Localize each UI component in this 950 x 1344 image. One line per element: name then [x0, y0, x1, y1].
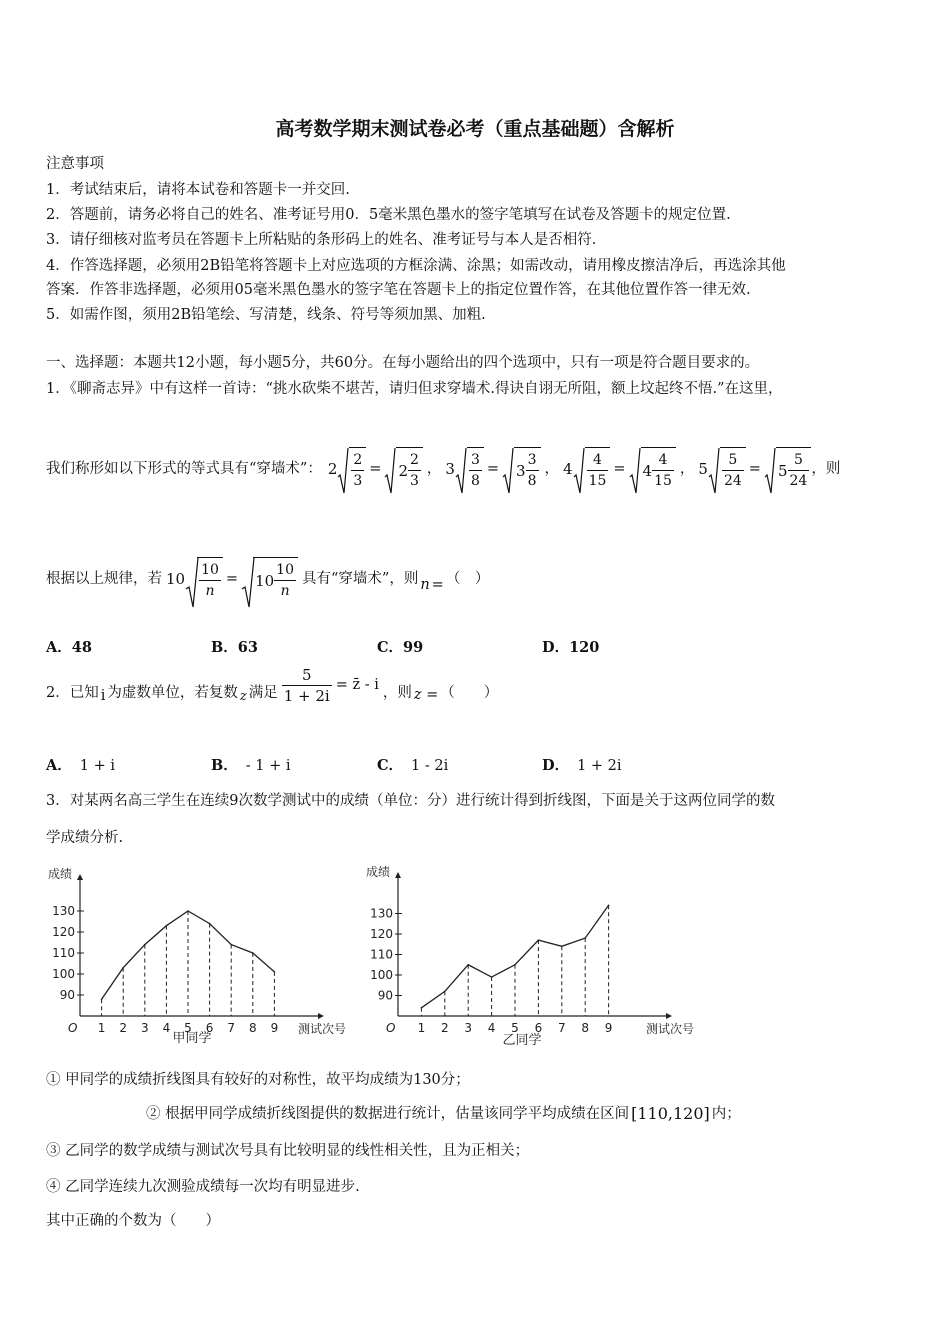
radical	[337, 447, 366, 491]
x-axis-arrow	[666, 1013, 672, 1019]
coef: 2	[327, 460, 338, 478]
q3-statement-4: ④ 乙同学连续九次测验成绩每一次均有明显进步.	[46, 1179, 360, 1195]
q1-option-a[interactable]	[46, 636, 92, 657]
q2-option-d[interactable]	[542, 754, 622, 775]
numerator: 5	[722, 450, 744, 471]
var-z: z	[239, 689, 247, 704]
var-n: n	[420, 577, 430, 593]
q2-option-c[interactable]	[377, 754, 448, 775]
q2-stem	[46, 665, 499, 718]
coef: 4	[563, 460, 573, 478]
notice-item: 5．如需作图，须用2B铅笔绘、写清楚，线条、符号等须加黑、加粗.	[46, 307, 486, 323]
y-tick-label: 90	[377, 988, 393, 1003]
section-heading: 一、选择题：本题共12小题，每小题5分，共60分。在每小题给出的四个选项中，只有一项是符合题目要求的。	[46, 355, 760, 371]
q1-option-d[interactable]	[542, 636, 599, 657]
q1-line3-prefix: 根据以上规律，若	[46, 571, 162, 587]
q2-mid1: 为虚数单位，若复数	[107, 685, 238, 701]
denominator: 8	[527, 473, 537, 489]
chart-jia	[44, 862, 347, 1052]
q2-mid2: 满足	[248, 685, 278, 701]
statement-2-text: ② 根据甲同学成绩折线图提供的数据进行统计，估量该同学平均成绩在区间	[146, 1106, 630, 1122]
q2-equation	[282, 665, 379, 706]
option-value: - 1 + i	[245, 758, 291, 774]
x-axis-label: 测试次号	[646, 1022, 695, 1036]
denominator: 24	[723, 473, 742, 489]
data-point	[230, 944, 232, 946]
denominator: 15	[588, 473, 607, 489]
option-value: 1 + 2i	[577, 758, 622, 774]
q1-equation-2: 3 $\frac{3}{8}$ = 3 $\frac{3}{8}$	[445, 447, 540, 491]
q2-mid3: ，则	[382, 685, 412, 701]
data-point	[491, 976, 493, 978]
numerator: 4	[652, 450, 674, 471]
q1-stem-line1: 1．《聊斋志异》中有这样一首诗：“挑水砍柴不堪苦，请归但求穿墙术.得诀自诩无所阻，额上坟起终不悟.”在这里，	[46, 381, 783, 397]
x-tick-label: 9	[270, 1021, 279, 1035]
q3-stem-line2: 学成绩分析.	[46, 830, 124, 846]
x-tick-label: 7	[557, 1021, 566, 1035]
x-tick-label: 6	[534, 1021, 543, 1035]
x-tick-label: 6	[205, 1021, 214, 1035]
data-point	[252, 952, 254, 954]
y-axis-arrow	[395, 872, 401, 878]
x-tick-label: 2	[440, 1021, 449, 1035]
data-point	[514, 964, 516, 966]
q1-equation-3: 4 $\frac{4}{15}$ = 4 $\frac{4}{15}$	[563, 447, 676, 491]
equals: =	[431, 577, 444, 593]
origin-label: O	[68, 1021, 78, 1035]
q3-ask: 其中正确的个数为（ ）	[46, 1213, 220, 1229]
y-tick-label: 110	[52, 946, 75, 960]
statement-2-suffix: 内；	[711, 1106, 741, 1122]
x-tick-label: 8	[248, 1021, 257, 1035]
data-point	[144, 944, 146, 946]
y-tick-label: 90	[59, 988, 75, 1002]
x-tick-label: 8	[581, 1021, 590, 1035]
q2-prefix: 2．已知	[46, 685, 99, 701]
q1-option-c[interactable]	[377, 636, 423, 657]
data-point	[274, 971, 276, 973]
data-point	[538, 939, 540, 941]
coef: 10	[255, 571, 275, 590]
y-tick-label: 100	[370, 968, 393, 982]
numerator: 3	[526, 450, 539, 471]
equation-rhs: = z̄ - i	[335, 677, 379, 693]
q1-stem-line3	[46, 550, 489, 608]
x-tick-label: 2	[119, 1021, 128, 1035]
option-value: 120	[569, 639, 600, 656]
chart-title: 乙同学	[502, 1033, 542, 1048]
page-title: 高考数学期末测试卷必考（重点基础题）含解析	[275, 118, 675, 140]
q2-option-a[interactable]	[46, 754, 115, 775]
notice-item: 2．答题前，请务必将自己的姓名、准考证号用0．5毫米黑色墨水的签字笔填写在试卷及答题卡的规定位置.	[46, 207, 731, 223]
data-point	[421, 1007, 423, 1009]
notice-item: 1．考试结束后，请将本试卷和答题卡一并交回.	[46, 182, 350, 198]
data-point	[209, 923, 211, 925]
y-tick-label: 130	[370, 906, 393, 921]
notice-heading: 注意事项	[46, 156, 104, 172]
x-tick-label: 5	[511, 1021, 519, 1035]
y-axis-arrow	[77, 874, 83, 880]
y-axis-label: 成绩	[48, 867, 73, 881]
denominator: 3	[353, 473, 363, 489]
denominator: 1 + 2i	[283, 686, 330, 705]
comma: ，	[544, 461, 560, 477]
numerator: 4	[587, 450, 609, 471]
x-tick-label: 4	[487, 1021, 496, 1035]
denominator: 15	[654, 473, 672, 489]
comma: ，	[679, 461, 695, 477]
y-tick-label: 110	[370, 947, 393, 962]
q1-equations	[328, 447, 812, 491]
var-z-equals: z =	[413, 687, 439, 703]
q1-equation-1: 2 $\frac{2}{3}$ = 2 $\frac{2}{3}$	[328, 447, 423, 491]
x-axis-label: 测试次号	[298, 1022, 347, 1036]
numerator: 10	[274, 560, 296, 581]
q1-option-b[interactable]	[211, 636, 258, 657]
x-tick-label: 5	[184, 1021, 192, 1035]
origin-label: O	[386, 1021, 396, 1035]
coef: 5	[698, 460, 708, 478]
numerator: 10	[199, 560, 221, 581]
radical	[629, 447, 676, 491]
data-point	[444, 991, 446, 993]
notice-item: 3．请仔细核对监考员在答题卡上所粘贴的条形码上的姓名、准考证号与本人是否相符.	[46, 232, 597, 248]
option-label: D．	[542, 757, 570, 774]
interval: [110,120]	[631, 1104, 710, 1123]
q1-line3-suffix: （ ）	[445, 571, 490, 587]
q2-suffix: （ ）	[440, 685, 499, 701]
coef: 5	[777, 461, 788, 480]
q3-statement-3: ③ 乙同学的数学成绩与测试次号具有比较明显的线性相关性，且为正相关；	[46, 1143, 530, 1159]
option-value: 1 + i	[79, 758, 115, 774]
option-label: C．	[377, 639, 404, 656]
denominator: n	[205, 583, 215, 599]
denominator: 24	[789, 473, 808, 489]
radical	[384, 447, 422, 491]
x-tick-label: 3	[464, 1021, 473, 1035]
option-label: A．	[46, 757, 72, 774]
y-tick-label: 120	[370, 927, 393, 941]
radical	[764, 447, 811, 491]
coef: 3	[516, 461, 526, 480]
numerator: 5	[282, 665, 332, 686]
denominator: 8	[470, 473, 480, 489]
x-tick-label: 4	[162, 1021, 171, 1035]
q1-equation-4: 5 $\frac{5}{24}$ = 5 $\frac{5}{24}$	[698, 447, 811, 491]
q2-option-b[interactable]	[211, 754, 291, 775]
q3-statement-1: ① 甲同学的成绩折线图具有较好的对称性，故平均成绩为130分；	[46, 1072, 470, 1088]
notice-item: 4．作答选择题，必须用2B铅笔将答题卡上对应选项的方框涂满、涂黑；如需改动，请用橡皮擦洁净后，再选涂其他	[46, 258, 786, 274]
denominator: n	[280, 583, 290, 599]
q1-line2-suffix: ，则	[811, 461, 841, 477]
radical	[455, 447, 484, 491]
q1-line3-mid: 具有“穿墙术”，则	[302, 571, 419, 587]
data-point	[166, 925, 168, 927]
numerator: 3	[469, 450, 482, 471]
option-label: B．	[211, 639, 238, 656]
option-label: D．	[542, 639, 570, 656]
data-point	[122, 967, 124, 969]
q1-line2-prefix: 我们称形如以下形式的等式具有“穿墙术”：	[46, 461, 322, 477]
series-line	[421, 905, 608, 1008]
q3-statement-2	[146, 1104, 741, 1124]
data-point	[608, 905, 610, 907]
radical	[708, 447, 746, 491]
coef: 4	[642, 461, 653, 480]
imag-unit: i	[100, 688, 106, 704]
numerator: 5	[788, 450, 810, 471]
coef: 10	[166, 570, 186, 588]
chart-yi	[354, 858, 695, 1052]
notice-item: 答案．作答非选择题，必须用05毫米黑色墨水的签字笔在答题卡上的指定位置作答，在其他位置作答一律无效.	[46, 282, 751, 298]
y-axis-label: 成绩	[366, 865, 391, 879]
x-tick-label: 1	[417, 1021, 426, 1035]
radical	[573, 447, 611, 491]
radical	[502, 447, 540, 491]
y-tick-label: 100	[52, 967, 75, 981]
numerator: 2	[351, 450, 364, 471]
radical	[241, 557, 298, 601]
comma: ，	[426, 461, 442, 477]
data-point	[584, 937, 586, 939]
x-tick-label: 7	[227, 1021, 236, 1035]
q1-condition-equation: 10 $\frac{10}{n}$ = 10 $\frac{10}{n}$	[166, 557, 298, 601]
option-label: A．	[46, 639, 72, 656]
option-value: 63	[237, 639, 258, 656]
data-point	[101, 998, 103, 1000]
x-tick-label: 1	[97, 1021, 106, 1035]
option-value: 1 - 2i	[411, 758, 449, 774]
option-label: B．	[211, 757, 238, 774]
x-tick-label: 3	[140, 1021, 149, 1035]
x-tick-label: 9	[604, 1021, 613, 1035]
y-tick-label: 120	[52, 925, 75, 939]
data-point	[561, 946, 563, 948]
q1-stem-line2	[46, 438, 840, 500]
q3-stem-line1: 3．对某两名高三学生在连续9次数学测试中的成绩（单位：分）进行统计得到折线图，下面是关于这两位同学的数	[46, 793, 775, 809]
numerator: 2	[408, 450, 421, 471]
coef: 2	[398, 461, 408, 480]
option-value: 48	[71, 639, 92, 656]
y-tick-label: 130	[52, 904, 75, 918]
data-point	[187, 910, 189, 912]
radical	[185, 557, 223, 601]
denominator: 3	[410, 473, 419, 489]
x-axis-arrow	[318, 1013, 324, 1019]
option-value: 99	[403, 639, 424, 656]
data-point	[467, 964, 469, 966]
chart-title: 甲同学	[172, 1031, 212, 1046]
coef: 3	[445, 460, 455, 478]
option-label: C．	[377, 757, 404, 774]
